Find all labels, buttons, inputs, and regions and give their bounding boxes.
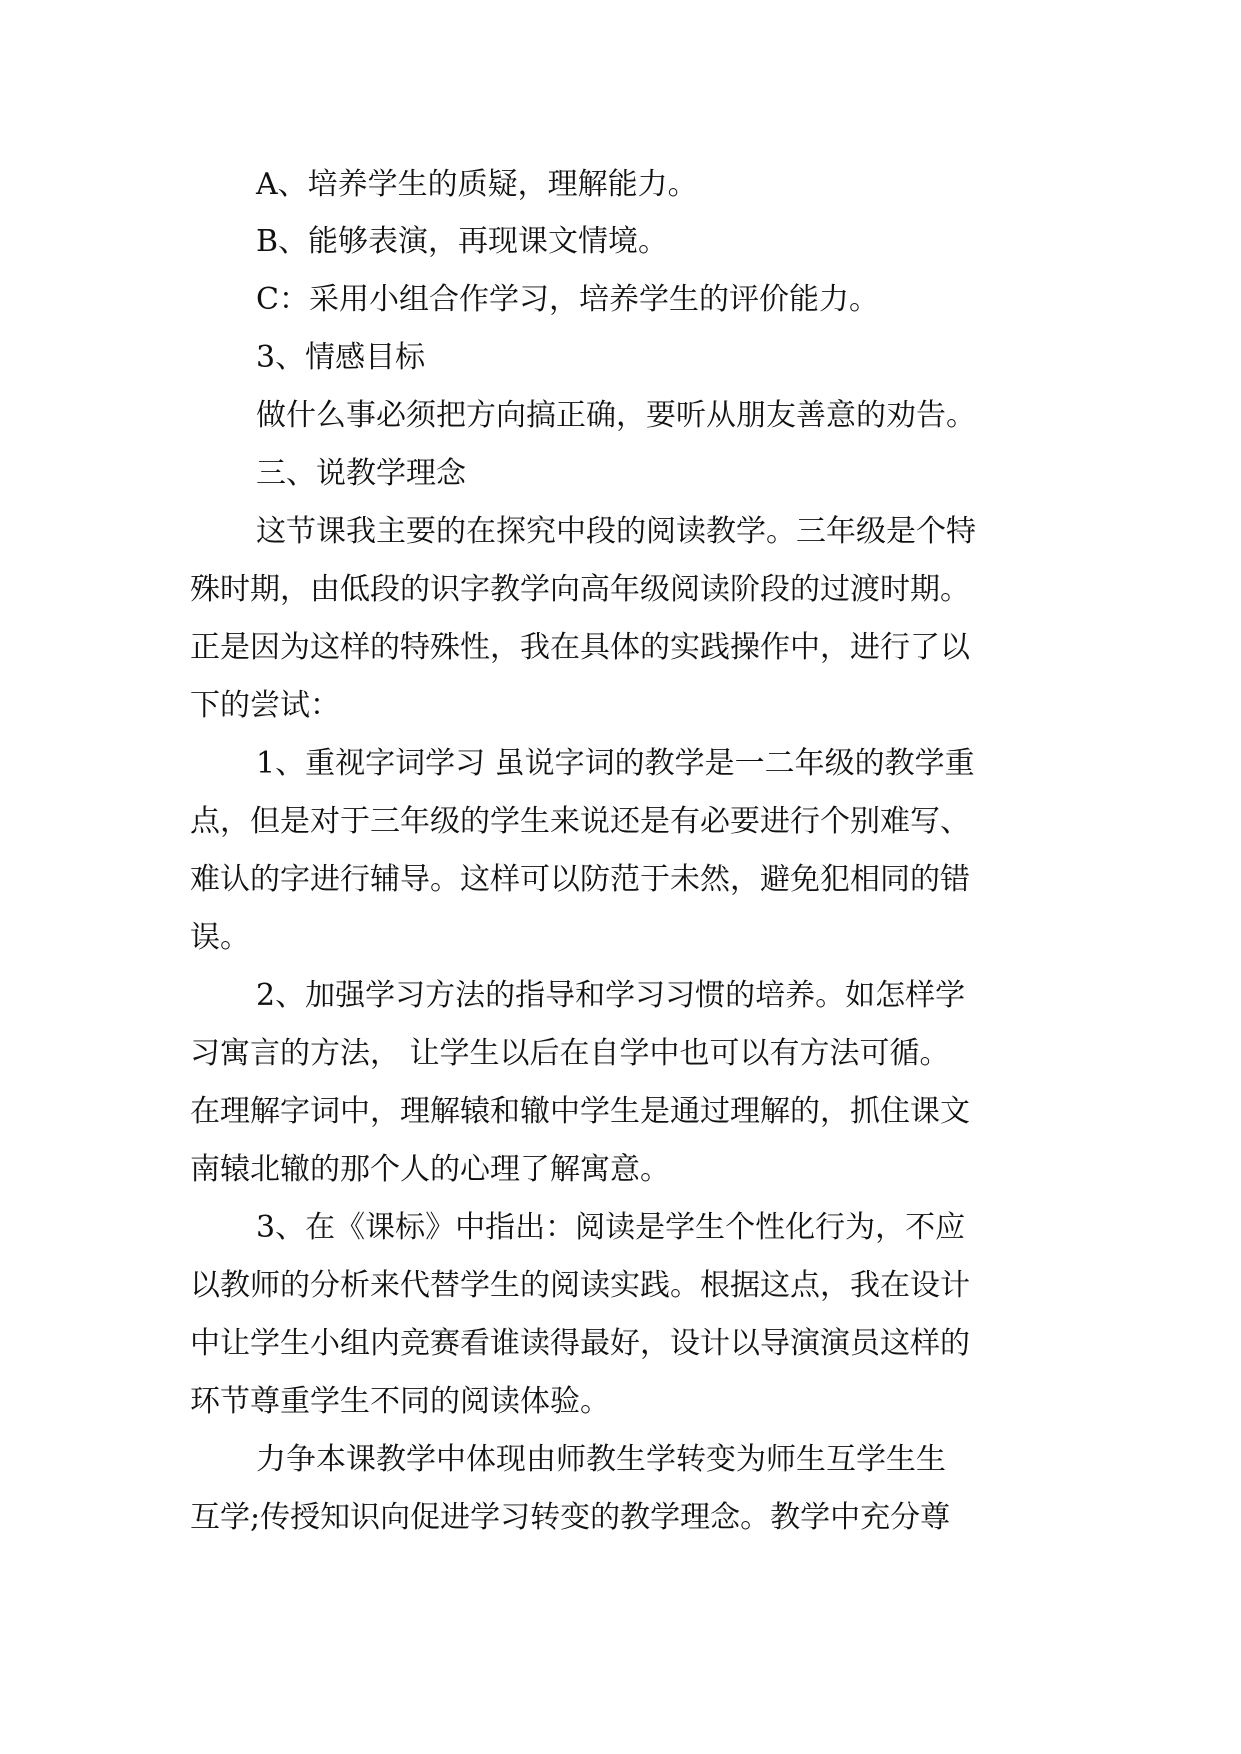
paragraph-line: 南辕北辙的那个人的心理了解寓意。 bbox=[190, 1152, 670, 1187]
paragraph-line: 环节尊重学生不同的阅读体验。 bbox=[190, 1384, 610, 1419]
paragraph-line: 这节课我主要的在探究中段的阅读教学。三年级是个特 bbox=[256, 514, 976, 549]
skill-goal-b: B、能够表演，再现课文情境。 bbox=[256, 224, 669, 259]
section-heading-teaching-philosophy: 三、说教学理念 bbox=[256, 456, 466, 491]
paragraph-line: 以教师的分析来代替学生的阅读实践。根据这点，我在设计 bbox=[190, 1268, 970, 1303]
paragraph-line: 正是因为这样的特殊性，我在具体的实践操作中，进行了以 bbox=[190, 630, 970, 665]
section-heading-emotional-goal: 3、情感目标 bbox=[256, 340, 426, 375]
paragraph-line: 互学;传授知识向促进学习转变的教学理念。教学中充分尊 bbox=[190, 1500, 951, 1535]
skill-goal-a: A、培养学生的质疑，理解能力。 bbox=[256, 167, 698, 202]
paragraph-line: 下的尝试： bbox=[190, 688, 340, 723]
paragraph-line: 3、在《课标》中指出：阅读是学生个性化行为，不应 bbox=[256, 1210, 966, 1245]
paragraph-line: 难认的字进行辅导。这样可以防范于未然，避免犯相同的错 bbox=[190, 862, 970, 897]
paragraph-line: 误。 bbox=[190, 920, 250, 955]
paragraph-line: 习寓言的方法， 让学生以后在自学中也可以有方法可循。 bbox=[190, 1036, 950, 1071]
paragraph-line: 中让学生小组内竞赛看谁读得最好，设计以导演演员这样的 bbox=[190, 1326, 970, 1361]
emotional-goal-text: 做什么事必须把方向搞正确，要听从朋友善意的劝告。 bbox=[256, 398, 976, 433]
paragraph-line: 在理解字词中，理解辕和辙中学生是通过理解的，抓住课文 bbox=[190, 1094, 970, 1129]
paragraph-line: 力争本课教学中体现由师教生学转变为师生互学生生 bbox=[256, 1442, 946, 1477]
paragraph-line: 1、重视字词学习 虽说字词的教学是一二年级的教学重 bbox=[256, 746, 975, 781]
paragraph-line: 2、加强学习方法的指导和学习习惯的培养。如怎样学 bbox=[256, 978, 966, 1013]
skill-goal-c: C：采用小组合作学习，培养学生的评价能力。 bbox=[256, 282, 879, 317]
paragraph-line: 殊时期，由低段的识字教学向高年级阅读阶段的过渡时期。 bbox=[190, 572, 970, 607]
paragraph-line: 点，但是对于三年级的学生来说还是有必要进行个别难写、 bbox=[190, 804, 970, 839]
